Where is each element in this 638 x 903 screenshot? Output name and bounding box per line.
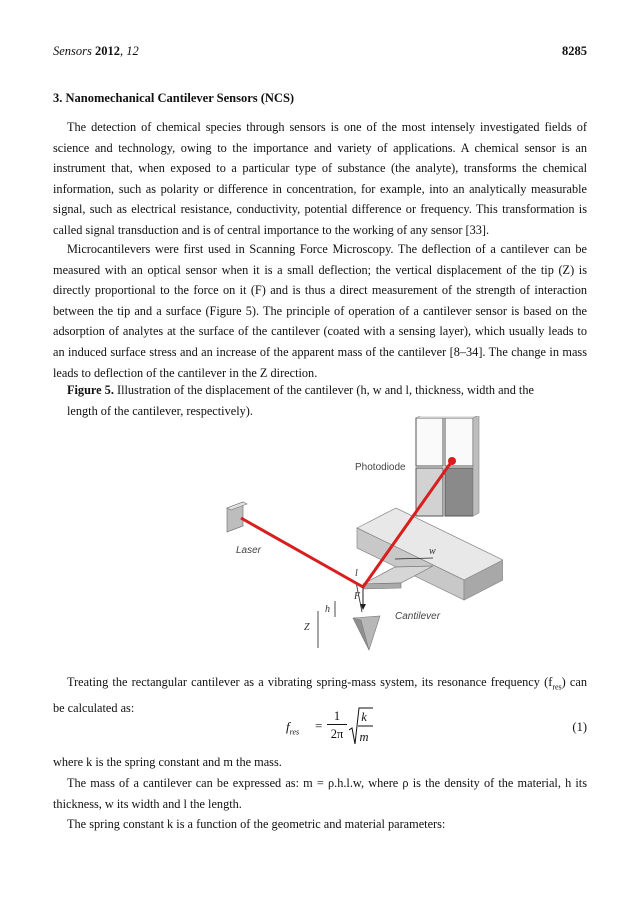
eq-lhs: $f_{res}$ (286, 719, 300, 737)
paragraph-5: The mass of a cantilever can be expressed as: m = ρ.h.l.w, where ρ is the density of the material, h its thickness, w its width and l the length. (53, 776, 587, 811)
z-label: Z (304, 622, 310, 633)
journal-citation: Sensors 2012, 12 (53, 44, 139, 58)
paragraph-3: Treating the rectangular cantilever as a vibrating spring-mass system, its resonance frequency $(f_{res})$ can be calculated as: (53, 675, 588, 716)
paragraph-1: The detection of chemical species through sensors is one of the most intensely investigated fields of science and technology, owing to the importance and variety of applications. A chemical sensor is an instrument that, when exposed to a particular type of substance (the analyte), transforms the chemical information, such as polarity or difference in concentration, for example, into an analytically measurable signal, such as electrical resistance, conductivity, potential difference or frequency. This transformation is called signal transduction and is of central importance to the working of any sensor [33]. (53, 120, 587, 237)
running-header (53, 44, 587, 59)
eq-equals: = (315, 718, 323, 733)
paragraph-2: Microcantilevers were first used in Scanning Force Microscopy. The deflection of a cantilever can be measured with an optical sensor when it is a small deflection; the vertical displacement of the tip (Z) is directly proportional to the force on it (F) and is thus a direct measurement of the strength of interaction between the tip and a surface (Figure 5). The principle of operation of a cantilever sensor is based on the adsorption of analytes at the surface of the cantilever (coated with a sensing layer), which usually leads to an induced surface stress and an increase of the apparent mass of the cantilever [8–34]. The change in mass leads to deflection of the cantilever in the Z direction. (53, 242, 587, 380)
eq-root-denominator: m (359, 730, 369, 744)
cantilever-label: Cantilever (395, 611, 441, 622)
paragraph-6: The spring constant k is a function of the geometric and material parameters: (67, 817, 446, 831)
section-title: 3. Nanomechanical Cantilever Sensors (NCS) (53, 91, 295, 105)
f-label: F (354, 591, 361, 602)
laser-label: Laser (236, 545, 262, 556)
w-label: w (429, 546, 436, 557)
caption-text: Illustration of the displacement of the cantilever (h, w and l, thickness, width and the length of the cantilever, respectively). (67, 383, 534, 418)
figure-label: Figure 5. (67, 383, 114, 397)
laser-spot (448, 457, 456, 465)
h-label: h (325, 604, 330, 615)
cantilever-figure (163, 416, 503, 666)
equation-1 (53, 706, 587, 748)
cantilever-chip-icon (353, 508, 503, 650)
l-label: l (355, 568, 358, 579)
page-number: 8285 (562, 44, 587, 58)
eq-fraction: $\frac{1}{2\pi}$ (327, 708, 347, 743)
paragraph-4: where k is the spring constant and m the mass. (53, 755, 282, 769)
eq-root-numerator: k (361, 710, 367, 724)
laser-source-icon (227, 502, 247, 532)
equation-number: (1) (572, 720, 587, 734)
photodiode-label: Photodiode (355, 462, 406, 473)
